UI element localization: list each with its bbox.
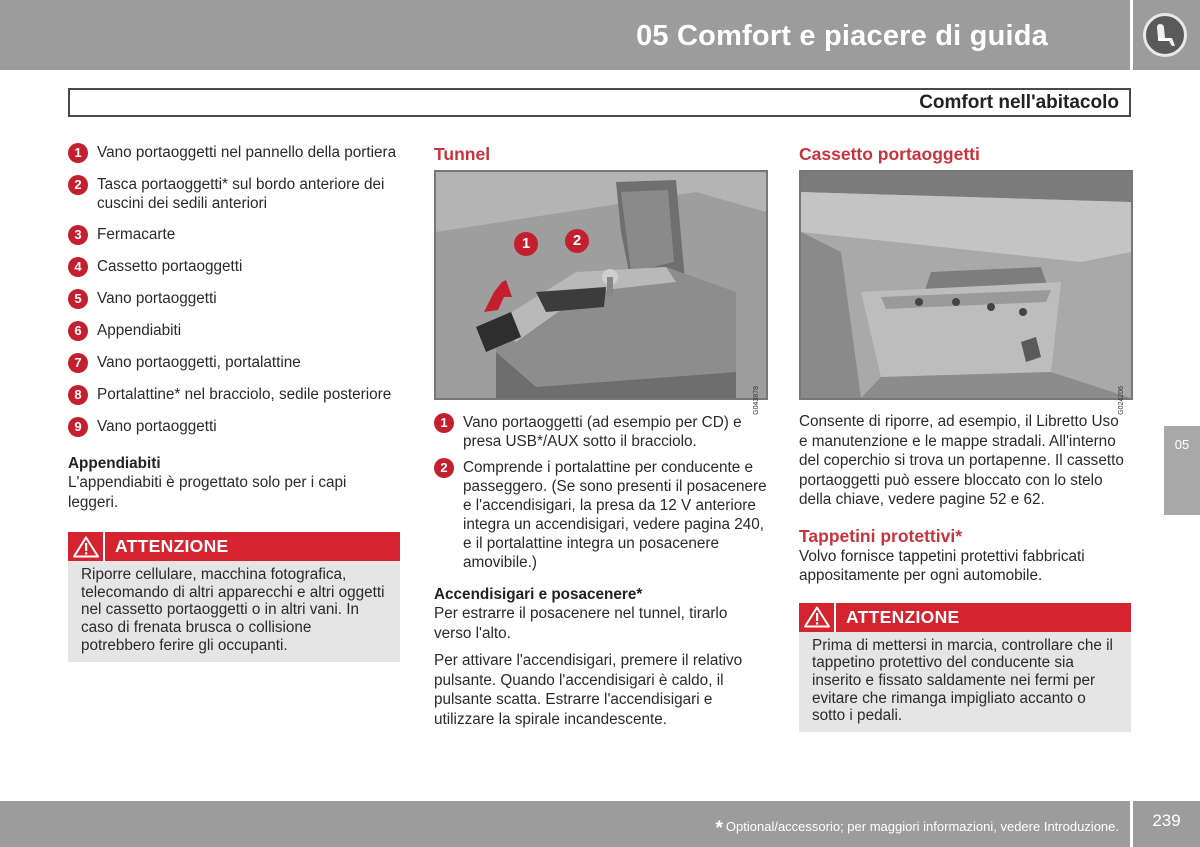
page-number-box <box>1133 801 1200 847</box>
chapter-side-tab <box>1164 426 1200 515</box>
tunnel-illustration <box>434 170 768 415</box>
list-item-text: Vano portaoggetti <box>97 290 217 307</box>
warning-box <box>799 603 1131 732</box>
tunnel-drawing <box>436 172 766 398</box>
column-right <box>799 143 1131 732</box>
warning-title: ATTENZIONE <box>846 606 960 627</box>
callout-badge: 1 <box>514 232 538 256</box>
chapter-title: 05 Comfort e piacere di guida <box>636 20 1048 52</box>
list-item <box>68 353 400 373</box>
list-item <box>434 458 768 572</box>
footer-bar <box>0 801 1130 847</box>
section-bar <box>68 88 1131 117</box>
warning-triangle-icon <box>68 532 105 561</box>
glovebox-drawing <box>801 172 1131 398</box>
section-title: Comfort nell'abitacolo <box>919 92 1119 113</box>
cassetto-heading: Cassetto portaoggetti <box>799 144 980 164</box>
list-item <box>434 413 768 451</box>
list-item <box>68 143 400 163</box>
footnote-star: * <box>715 818 723 839</box>
seat-icon <box>1143 13 1187 57</box>
list-item-text: Vano portaoggetti, portalattine <box>97 354 301 371</box>
number-badge: 6 <box>68 321 88 341</box>
accendisigari-text-2: Per attivare l'accendisigari, premere il relativo pulsante. Quando l'accendisigari è caldo, il pulsante scatta. Estrarre l'accendisigari e utilizzare la spirale incandescente. <box>434 652 743 728</box>
list-item-text: Appendiabiti <box>97 322 182 339</box>
number-badge: 3 <box>68 225 88 245</box>
callout-1 <box>514 232 547 256</box>
number-badge: 7 <box>68 353 88 373</box>
list-item <box>68 225 400 245</box>
list-item <box>68 289 400 309</box>
number-badge: 1 <box>434 413 454 433</box>
list-item-text: Portalattine* nel bracciolo, sedile posteriore <box>97 386 392 403</box>
tunnel-heading: Tunnel <box>434 144 491 164</box>
cassetto-text: Consente di riporre, ad esempio, il Libretto Uso e manutenzione e le mappe stradali. All'interno del coperchio si trova un portapenne. Il cassetto portaoggetti può essere bloccato con lo stelo della chiave, vedere pagine 52 e 62. <box>799 413 1124 508</box>
list-item <box>68 417 400 437</box>
image-code: G043878 <box>753 386 760 415</box>
number-badge: 8 <box>68 385 88 405</box>
accendisigari-text-1: Per estrarre il posacenere nel tunnel, tirarlo verso l'alto. <box>434 605 728 642</box>
number-badge: 2 <box>68 175 88 195</box>
list-item-text: Vano portaoggetti (ad esempio per CD) e presa USB*/AUX sotto il bracciolo. <box>463 414 742 450</box>
header-bar <box>0 0 1130 70</box>
warning-header <box>799 603 1131 632</box>
side-tab-label: 05 <box>1174 437 1190 452</box>
callout-badge: 2 <box>565 229 589 253</box>
storage-list <box>68 143 400 437</box>
number-badge: 4 <box>68 257 88 277</box>
list-item-text: Comprende i portalattine per conducente e passeggero. (Se sono presenti il posacenere e l'accendisigari, la presa da 12 V anteriore integra un accendisigari, vedere pagina 240, e il portalattine integra un posacenere amovibile.) <box>463 459 767 571</box>
warning-text: Prima di mettersi in marcia, controllare che il tappetino protettivo del conducente sia inserito e fissato saldamente nei fermi per evitare che rimanga impigliato accanto o sotto i pedali. <box>812 636 1113 725</box>
warning-header <box>68 532 400 561</box>
footnote <box>716 818 1120 840</box>
footnote-text: Optional/accessorio; per maggiori informazioni, vedere Introduzione. <box>725 819 1119 834</box>
column-left <box>68 143 400 662</box>
list-item-text: Vano portaoggetti nel pannello della portiera <box>97 144 397 161</box>
list-item-text: Cassetto portaoggetti <box>97 258 243 275</box>
glovebox-illustration <box>799 170 1133 415</box>
list-item <box>68 321 400 341</box>
list-item-text: Vano portaoggetti <box>97 418 217 435</box>
list-item <box>68 175 400 213</box>
number-badge: 2 <box>434 458 454 478</box>
tappetini-text: Volvo fornisce tappetini protettivi fabbricati appositamente per ogni automobile. <box>799 547 1085 584</box>
warning-box <box>68 532 400 662</box>
warning-triangle-icon <box>799 603 836 632</box>
image-code: G024206 <box>1118 386 1125 415</box>
warning-title: ATTENZIONE <box>115 536 229 556</box>
number-badge: 9 <box>68 417 88 437</box>
column-middle <box>434 143 768 729</box>
page-number: 239 <box>1152 811 1181 830</box>
accendisigari-heading: Accendisigari e posacenere* <box>434 586 643 603</box>
appendiabiti-text: L'appendiabiti è progettato solo per i capi leggeri. <box>68 474 347 511</box>
tunnel-list <box>434 413 768 572</box>
list-item <box>68 257 400 277</box>
tappetini-heading: Tappetini protettivi* <box>799 525 963 546</box>
accendisigari-section <box>434 585 768 729</box>
callout-2 <box>565 229 598 253</box>
appendiabiti-section <box>68 454 400 512</box>
list-item <box>68 385 400 405</box>
number-badge: 5 <box>68 289 88 309</box>
chapter-icon-box <box>1133 0 1200 70</box>
number-badge: 1 <box>68 143 88 163</box>
list-item-text: Tasca portaoggetti* sul bordo anteriore dei cuscini dei sedili anteriori <box>97 176 385 212</box>
list-item-text: Fermacarte <box>97 226 176 243</box>
appendiabiti-heading: Appendiabiti <box>68 455 161 472</box>
warning-text: Riporre cellulare, macchina fotografica, telecomando di altri apparecchi e altri oggetti nel cassetto portaoggetti o in altri vani. In caso di frenata brusca o collisione potrebbero ferire gli occupanti. <box>81 566 385 654</box>
